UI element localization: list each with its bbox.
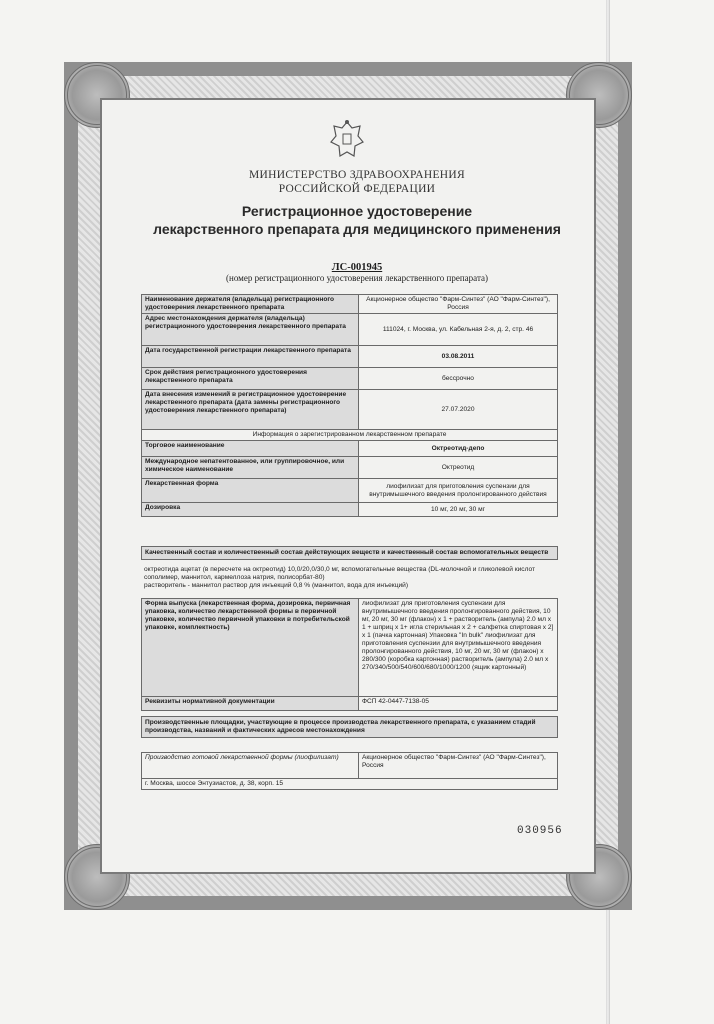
table-row (142, 390, 558, 430)
composition-line-1: октреотида ацетат (в пересчете на октреотид) 10,0/20,0/30,0 мг, вспомогательные вещества (DL-молочной и гликолевой кислот (144, 566, 536, 573)
table-row (142, 779, 558, 790)
validity-value: бессрочно (359, 368, 558, 390)
table-row (142, 457, 558, 479)
production-company-value: Акционерное общество "Фарм-Синтез" (АО "Фарм-Синтез"), Россия (359, 753, 558, 779)
trade-name-value: Октреотид-депо (359, 441, 558, 457)
serial-number: 030956 (517, 825, 563, 837)
normative-value: ФСП 42-0447-7138-05 (359, 697, 558, 711)
registration-table (141, 294, 558, 517)
release-form-label: Форма выпуска (лекарственная форма, дозировка, первичная упаковка, количество лекарственной формы в первичной упаковке, количество первичной упаковки в потребительской упаковке, комплектность) (142, 599, 359, 697)
table-row (142, 295, 558, 314)
table-row (142, 346, 558, 368)
changes-label: Дата внесения изменений в регистрационное удостоверение лекарственного препарата (дата замены регистрационного удостоверения лекарственного препарата) (142, 390, 359, 430)
normative-label: Реквизиты нормативной документации (142, 697, 359, 711)
composition-section (141, 546, 558, 590)
production-table (141, 752, 558, 790)
composition-header: Качественный состав и количественный состав действующих веществ и качественный состав вспомогательных веществ (141, 546, 558, 560)
table-row (142, 599, 558, 697)
trade-name-label: Торговое наименование (142, 441, 359, 457)
table-row (142, 503, 558, 517)
table-row (142, 697, 558, 711)
registration-number-caption: (номер регистрационного удостоверения лекарственного препарата) (226, 273, 488, 283)
holder-value: Акционерное общество "Фарм-Синтез" (АО "Фарм-Синтез"), Россия (359, 295, 558, 314)
ministry-name (0, 168, 714, 196)
production-header: Производственные площадки, участвующие в процессе производства лекарственного препарата, с указанием стадий производства, названий и фактических адресов местонахождения (141, 716, 558, 738)
document-title (0, 202, 714, 238)
inn-value: Октреотид (359, 457, 558, 479)
ministry-line-2: РОССИЙСКОЙ ФЕДЕРАЦИИ (278, 183, 436, 195)
form-value: лиофилизат для приготовления суспензии для внутримышечного введения пролонгированного действия (359, 479, 558, 503)
production-section (141, 716, 558, 790)
validity-label: Срок действия регистрационного удостоверения лекарственного препарата (142, 368, 359, 390)
table-row (142, 753, 558, 779)
release-table (141, 598, 558, 711)
changes-value: 27.07.2020 (359, 390, 558, 430)
dosage-label: Дозировка (142, 503, 359, 517)
ministry-line-1: МИНИСТЕРСТВО ЗДРАВООХРАНЕНИЯ (248, 169, 465, 181)
reg-date-label: Дата государственной регистрации лекарственного препарата (142, 346, 359, 368)
inn-label: Международное непатентованное, или группировочное, или химическое наименование (142, 457, 359, 479)
title-line-1: Регистрационное удостоверение (241, 203, 473, 219)
composition-text (141, 560, 558, 590)
dosage-value: 10 мг, 20 мг, 30 мг (359, 503, 558, 517)
composition-line-2: сополимер, маннитол, кармеллоза натрия, полисорбат-80) (144, 574, 325, 581)
composition-line-3: растворитель - маннитол раствор для инъекций 0,8 % (маннитол, вода для инъекций) (144, 582, 409, 589)
release-form-value: лиофилизат для приготовления суспензии для внутримышечного введения пролонгированного действия, 10 мг, 20 мг, 30 мг (флакон) х 1 + растворитель (ампула) 2.0 мл х 1 + шприц х 1+ игла стерильная х 2 + салфетка спиртовая х 2] х 1 (пачка картонная) Упаковка "In bulk" лиофилизат для приготовления суспензии для внутримышечного введения пролонгированного действия, 10 мг, 20 мг, 30 мг (флакон) х 280/300 (коробка картонная) растворитель (ампула) 2.0 мл х 270/340/500/540/600/680/1000/1200 (ящик картонный) (359, 599, 558, 697)
holder-label: Наименование держателя (владельца) регистрационного удостоверения лекарственного препарата (142, 295, 359, 314)
info-header: Информация о зарегистрированном лекарственном препарате (142, 430, 558, 441)
table-row (142, 479, 558, 503)
reg-date-value: 03.08.2011 (359, 346, 558, 368)
coat-of-arms-icon (328, 118, 366, 162)
form-label: Лекарственная форма (142, 479, 359, 503)
title-line-2: лекарственного препарата для медицинского применения (153, 221, 561, 237)
production-address: г. Москва, шоссе Энтузиастов, д. 38, корп. 15 (142, 779, 558, 790)
registration-number: ЛС-001945 (331, 262, 383, 273)
table-row (142, 430, 558, 441)
table-row (142, 314, 558, 346)
address-label: Адрес местонахождения держателя (владельца) регистрационного удостоверения лекарственного препарата (142, 314, 359, 346)
address-value: 111024, г. Москва, ул. Кабельная 2-я, д. 2, стр. 46 (359, 314, 558, 346)
table-row (142, 441, 558, 457)
production-stage-label: Производство готовой лекарственной формы (лиофилизат) (142, 753, 359, 779)
table-row (142, 368, 558, 390)
